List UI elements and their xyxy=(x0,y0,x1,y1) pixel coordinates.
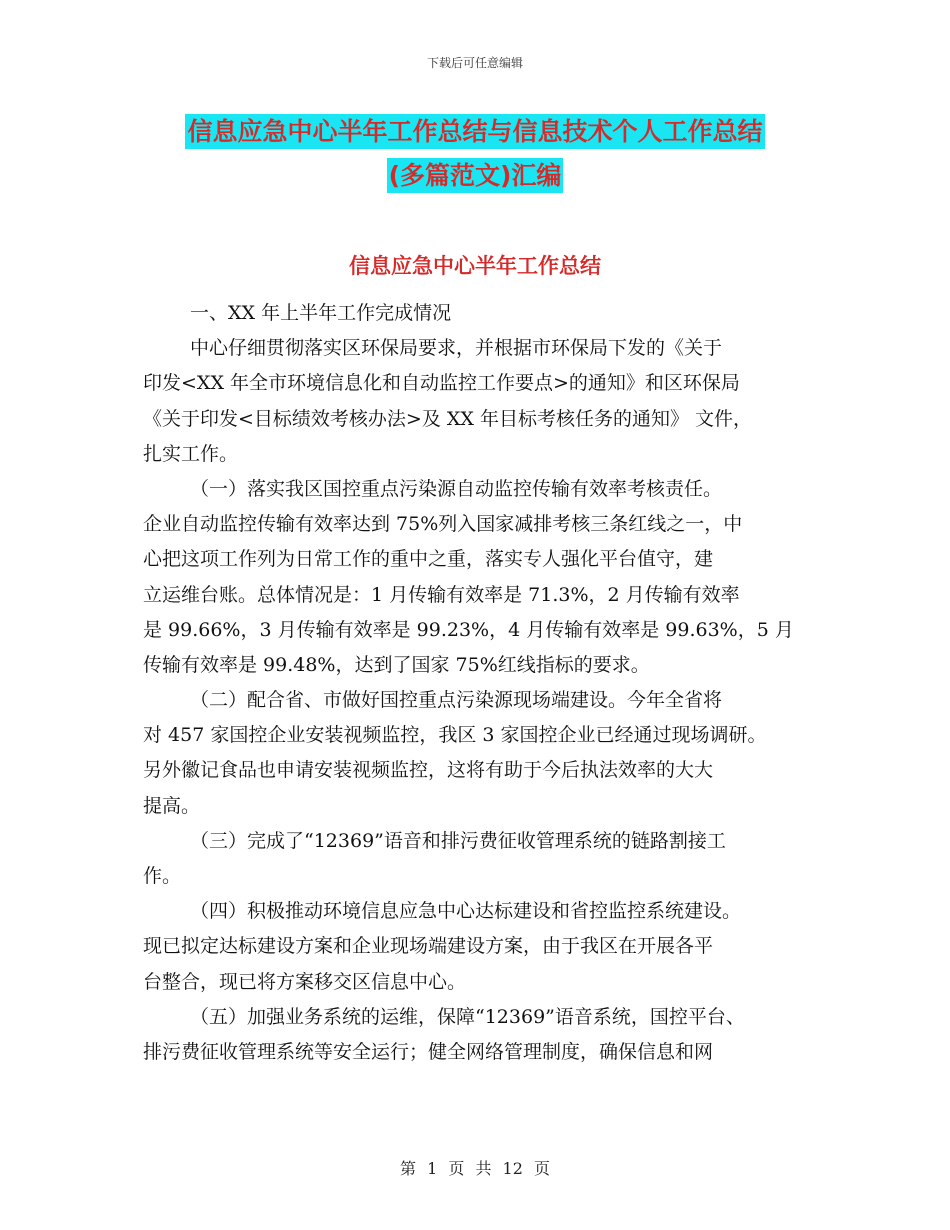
body-line: 现已拟定达标建设方案和企业现场端建设方案，由于我区在开展各平 xyxy=(143,935,714,958)
body-line: 扎实工作。 xyxy=(143,442,239,465)
body-line: （五）加强业务系统的运维，保障“12369”语音系统，国控平台、 xyxy=(190,1005,745,1028)
body-line: 印发<XX 年全市环境信息化和自动监控工作要点>的通知》和区环保局 xyxy=(143,372,740,395)
body-line: 心把这项工作列为日常工作的重中之重，落实专人强化平台值守，建 xyxy=(143,548,714,571)
document-title-line-1: 信息应急中心半年工作总结与信息技术个人工作总结 xyxy=(0,112,950,148)
body-line: 排污费征收管理系统等安全运行；健全网络管理制度，确保信息和网 xyxy=(143,1040,714,1063)
body-line: 是 99.66%，3 月传输有效率是 99.23%，4 月传输有效率是 99.63%，5 月 xyxy=(143,618,794,641)
body-line: （四）积极推动环境信息应急中心达标建设和省控监控系统建设。 xyxy=(190,900,742,923)
body-line: 台整合，现已将方案移交区信息中心。 xyxy=(143,970,467,993)
body-line: 作。 xyxy=(143,865,182,887)
body-line: 提高。 xyxy=(143,794,201,817)
section-title: 信息应急中心半年工作总结 xyxy=(349,254,601,278)
page-footer: 第 1 页 共 12 页 xyxy=(400,1159,550,1178)
body-line: （一）落实我区国控重点污染源自动监控传输有效率考核责任。 xyxy=(190,477,723,500)
body-line: （三）完成了“12369”语音和排污费征收管理系统的链路割接工 xyxy=(190,829,726,852)
body-line: 《关于印发<目标绩效考核办法>及 XX 年目标考核任务的通知》 文件， xyxy=(143,407,753,430)
header-note: 下载后可任意编辑 xyxy=(426,56,523,70)
body-line: 企业自动监控传输有效率达到 75%列入国家减排考核三条红线之一，中 xyxy=(143,513,743,536)
body-line: （二）配合省、市做好国控重点污染源现场端建设。今年全省将 xyxy=(190,689,723,712)
document-title-line-2: (多篇范文)汇编 xyxy=(0,156,950,192)
body-line: 传输有效率是 99.48%，达到了国家 75%红线指标的要求。 xyxy=(143,653,650,676)
body-line: 一、XX 年上半年工作完成情况 xyxy=(190,302,452,324)
body-line: 对 457 家国控企业安装视频监控，我区 3 家国控企业已经通过现场调研。 xyxy=(143,724,767,747)
body-line: 立运维台账。总体情况是：1 月传输有效率是 71.3%，2 月传输有效率 xyxy=(143,583,740,606)
body-text xyxy=(143,296,828,1070)
body-line: 另外徽记食品也申请安装视频监控，这将有助于今后执法效率的大大 xyxy=(143,759,714,782)
body-line: 中心仔细贯彻落实区环保局要求，并根据市环保局下发的《关于 xyxy=(190,337,723,360)
